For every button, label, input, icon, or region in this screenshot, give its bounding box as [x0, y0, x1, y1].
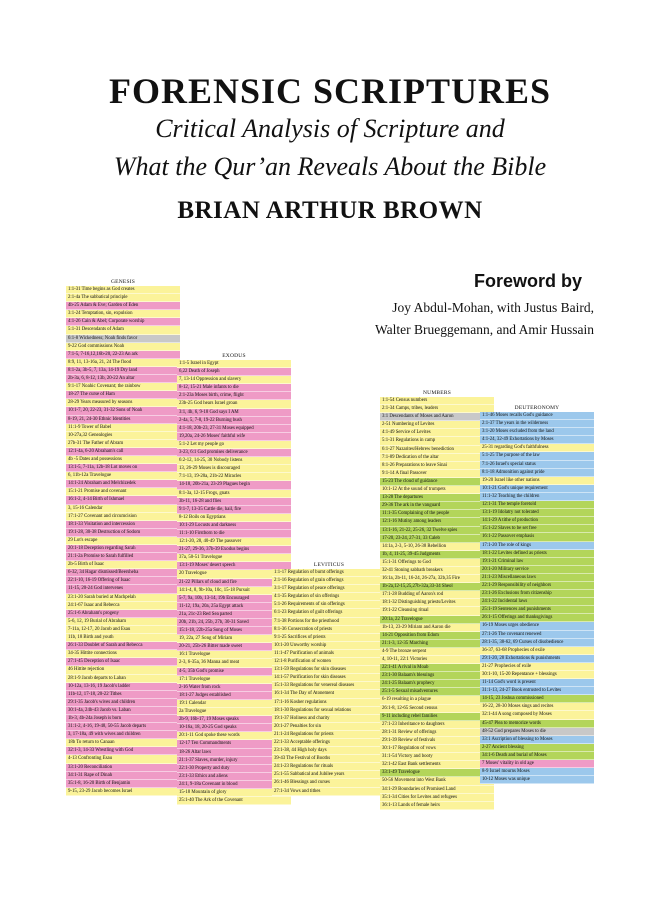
passage-row: 28:1-31 Review of offerings: [380, 729, 494, 737]
passage-row: 19:1-21 Criminal law: [480, 558, 594, 566]
author-name: BRIAN ARTHUR BROWN: [177, 197, 483, 224]
passage-row: 14:1-4, 8, 9b-10a, 10c, 15-18 Pursuit: [177, 587, 291, 595]
passage-row: 19:1-37 Holiness and charity: [272, 715, 386, 723]
passage-row: 14-15, 23 Joshua commissioned: [480, 695, 594, 703]
passage-row: 5:1-26 Requirements of sin offerings: [272, 601, 386, 609]
passage-row: 10-12 Moses was unique: [480, 776, 594, 784]
passage-row: 13:1-19 Moses' desert speech: [177, 562, 291, 570]
passage-row: 27:1-45 Deception of Isaac: [66, 658, 180, 666]
passage-row: 26:1-8, 12-65 Second census: [380, 705, 494, 713]
passage-row: 4:1-49 Service of Levites: [380, 429, 494, 437]
passage-row: 20:1a, 22 Travelogue: [380, 616, 494, 624]
passage-row: 34-35 Hittite connections: [66, 650, 180, 658]
passage-row: 9-15, 23-29 Jacob becomes Israel: [66, 788, 180, 796]
genesis-column: [66, 279, 180, 796]
passage-row: 10:1-29 Locusts and darkness: [177, 522, 291, 530]
passage-row: 25:1-40 The Ark of the Covenant: [177, 797, 291, 805]
passage-row: 21:1-2a Promise to Sarah fulfilled: [66, 553, 180, 561]
passage-row: 15:1-31 Offerings to God: [380, 559, 494, 567]
passage-row: 6,22 Death of Joseph: [177, 368, 291, 376]
passage-row: 7-11a, 12-17, 20 Jacob and Esau: [66, 626, 180, 634]
foreword-contributors-1: Joy Abdul-Mohan, with Justus Baird,: [392, 300, 594, 315]
passage-row: 13:1-16, 21-22, 25-26, 32 Twelve spies: [380, 527, 494, 535]
passage-row: 17:1-28 Budding of Aaron's rod: [380, 591, 494, 599]
passage-row: 14:1-57 Purification for skin diseases: [272, 674, 386, 682]
passage-row: 31:1-13, 24-27 Book entrusted to Levites: [480, 687, 594, 695]
passage-row: 3, 17-18a, 49 with wives and children: [66, 731, 180, 739]
passage-row: 26:1-46 Blessings and curses: [272, 779, 386, 787]
passage-row: 17:1-20 The role of kings: [480, 542, 594, 550]
passage-row: 39-43 The Festival of Booths: [272, 755, 386, 763]
passage-row: 6-32, 34 Hagar dismissed/Beersheba: [66, 569, 180, 577]
passage-row: 1b-2a,12-15,25,27b-32a,33-34 Sheol: [380, 583, 494, 591]
passage-row: 29:1-39 Review of festivals: [380, 737, 494, 745]
passage-row: 6-19 resulting in a plague: [380, 696, 494, 704]
passage-row: 4:1-35 Regulation of sin offerings: [272, 593, 386, 601]
passage-row: 21-27, 29-36, 37b-39 Exodus begins: [177, 546, 291, 554]
passage-row: 25:1-5 Sexual misadventures: [380, 688, 494, 696]
passage-row: 14-21 Opposition from Edom: [380, 632, 494, 640]
passage-row: 5-6, 12, 19 Burial of Abraham: [66, 618, 180, 626]
genesis-heading: GENESIS: [110, 279, 135, 285]
passage-row: 37a, 50-51 Travelogue: [177, 554, 291, 562]
passage-row: 18:1-27 Judges established: [177, 692, 291, 700]
passage-row: 27b-31 The Father of Abram: [66, 440, 180, 448]
passage-row: 12:1-8 Purification of women: [272, 658, 386, 666]
subtitle-line-1: Critical Analysis of Scripture and: [155, 114, 505, 143]
passage-row: 19,20a, 24-26 Moses' faithful wife: [177, 433, 291, 441]
passage-row: 12-17 Ten Commandments: [177, 740, 291, 748]
passage-row: 34:1-29 Boundaries of Promised Land: [380, 786, 494, 794]
passage-row: 7, 13-14 Oppression and slavery: [177, 376, 291, 384]
deuteronomy-column: [480, 405, 594, 784]
passage-row: 15:1-18, 22b-25a Song of Moses: [177, 627, 291, 635]
passage-row: 20-21, 25b-26 Bitter made sweet: [177, 643, 291, 651]
passage-row: 17-20, 23-24, 27-31, 33 Caleb: [380, 535, 494, 543]
passage-row: 46 Hittite rejection: [66, 666, 180, 674]
passage-row: 2b-9, 16b-17, 19 Moses speaks: [177, 716, 291, 724]
passage-row: 2:1-4a The sabbatical principle: [66, 294, 180, 302]
passage-row: 7:1-89 Dedication of the altar: [380, 454, 494, 462]
passage-row: 3-23, 6:1 God promises deliverance: [177, 449, 291, 457]
passage-row: 17:1-16 Kosher regulations: [272, 699, 386, 707]
passage-row: 8:1-26 Preparations to leave Sinai: [380, 462, 494, 470]
passage-row: 32:1-44 A song composed by Moses: [480, 711, 594, 719]
passage-row: 34:1-31 Rape of Dinah: [66, 772, 180, 780]
passage-row: 30:1-10, 15-20 Repentance + blessings: [480, 671, 594, 679]
passage-row: 5:1-2 Let my people go: [177, 441, 291, 449]
passage-row: 4:1-18, 20b-23, 27-31 Moses equipped: [177, 425, 291, 433]
passage-row: 8-12 Boils on Egyptians: [177, 514, 291, 522]
passage-row: 2-27 Ancient blessing: [480, 744, 594, 752]
passage-row: 24:1-25 Balaam's prophecy: [380, 680, 494, 688]
passage-row: 4, 10-11, 22:1 Victories: [380, 656, 494, 664]
passage-row: 18:1-32 Distinguishing priests/Levites: [380, 599, 494, 607]
passage-row: 14:1-24 Abraham and Melchizedek: [66, 480, 180, 488]
passage-row: 13:1-5, 7-11a, 12b-18 Lot moves on: [66, 464, 180, 472]
passage-row: 9:1-7, 13-35 Cattle die, hail, fire: [177, 506, 291, 514]
passage-row: 11-12, 19a, 20a, 25a Egypt attack: [177, 603, 291, 611]
passage-row: 20:1-20 Military service: [480, 566, 594, 574]
passage-row: 13-28 The departures: [380, 494, 494, 502]
passage-row: 9:1-25 Sacrifices of priests: [272, 634, 386, 642]
passage-row: 20:1-27 Penalties for sin: [272, 723, 386, 731]
passage-row: 22:1-10, 16-19 Offering of Isaac: [66, 577, 180, 585]
passage-row: 11-14 God's word is present: [480, 679, 594, 687]
passage-row: 6:1-27 Nazarites/Hebrew benediction: [380, 446, 494, 454]
passage-row: 25:1-55 Sabbatical and Jubilee years: [272, 771, 386, 779]
passage-row: 6:1-8 Wickedness; Noah finds favor: [66, 335, 180, 343]
passage-row: 28:1-9 Jacob departs to Laban: [66, 675, 180, 683]
passage-row: 10:1-12 At the sound of trumpets: [380, 486, 494, 494]
passage-row: 13:1-59 Regulations for skin diseases: [272, 666, 386, 674]
passage-row: 14-18, 20b-21a, 23-29 Plagues begin: [177, 481, 291, 489]
passage-row: 8:9, 11, 13-16a, 21, 24 The flood: [66, 359, 180, 367]
leviticus-column: [272, 562, 386, 796]
passage-row: 12:1-31 The temple foretold: [480, 501, 594, 509]
passage-row: 34:1-6 Death and burial of Moses: [480, 752, 594, 760]
passage-row: 2-4a, 5, 7-8, 19-22 Burning bush: [177, 417, 291, 425]
passage-row: 15:1-21 Promise and covenant: [66, 488, 180, 496]
passage-row: 15:1-33 Regulations for venereal diseases: [272, 682, 386, 690]
passage-row: 27:1-23 Inheritance to daughters: [380, 721, 494, 729]
passage-row: 14:1a, 2-3, 5-10, 26-38 Rebellion: [380, 543, 494, 551]
passage-row: 11:1-9 Tower of Babel: [66, 424, 180, 432]
passage-row: 36:1-13 Lands of female heirs: [380, 802, 494, 810]
passage-row: 21:1-37 Slaves, murder, injury: [177, 757, 291, 765]
passage-row: 8-9 Israel mourns Moses: [480, 768, 594, 776]
numbers-heading: NUMBERS: [423, 390, 451, 396]
passage-row: 33:1-20 Reconciliation: [66, 764, 180, 772]
passage-row: 2:1-37 The years in the wilderness: [480, 420, 594, 428]
passage-row: 17:1-27 Covenant and circumcision: [66, 513, 180, 521]
passage-row: 27:1-34 Vows and tithes: [272, 788, 386, 796]
passage-row: 3:1 Descendants of Moses and Aaron: [380, 413, 494, 421]
passage-row: 10-27a,32 Genealogies: [66, 432, 180, 440]
passage-row: 16:1-2, 4-14 Birth of Ishmael: [66, 496, 180, 504]
passage-row: 15-23 The cloud of guidance: [380, 478, 494, 486]
passage-row: 3:1-17 Regulation of peace offerings: [272, 585, 386, 593]
passage-row: 13, 26-29 Moses is discouraged: [177, 465, 291, 473]
passage-row: 26:1-15 Offerings and thanksgivings: [480, 614, 594, 622]
passage-row: 19:1-22 Cleansing ritual: [380, 607, 494, 615]
passage-row: 5:1-31 Descendants of Adam: [66, 326, 180, 334]
passage-row: 1:1-46 Moses recalls God's guidance: [480, 412, 594, 420]
passage-row: 19:1-28, 30-38 Destruction of Sodom: [66, 529, 180, 537]
passage-row: 1:1-17 Regulation of burnt offerings: [272, 569, 386, 577]
passage-row: 10-12a, 13-16, 19 Jacob's ladder: [66, 683, 180, 691]
passage-row: 2-16 Water from rock: [177, 684, 291, 692]
passage-row: 26:1-33 Doublet of Sarah and Rebecca: [66, 642, 180, 650]
passage-row: 33:1-49 Travelogue: [380, 769, 494, 777]
passage-row: 5:1-31 Regulations in camp: [380, 437, 494, 445]
passage-row: 30:1-17 Regulation of vows: [380, 745, 494, 753]
passage-row: 21-22 Pillars of cloud and fire: [177, 579, 291, 587]
passage-row: 9:1-17 Noahic Covenant; the rainbow: [66, 383, 180, 391]
passage-row: 15:1-22 Slaves to be set free: [480, 525, 594, 533]
passage-row: 22:1-41 A rival in Moab: [380, 664, 494, 672]
passage-row: 3:1, 4b, 6, 9-18 God says I AM: [177, 409, 291, 417]
passage-row: 22:1-30 Property and duty: [177, 765, 291, 773]
passage-row: 4-9 The bronze serpent: [380, 648, 494, 656]
passage-row: 2-51 Numbering of Levites: [380, 421, 494, 429]
passage-row: 24:1, 9-18a Covenant in blood: [177, 781, 291, 789]
passage-row: 7:1-26 Israel's special status: [480, 461, 594, 469]
book-title: FORENSIC SCRIPTURES: [108, 71, 552, 111]
passage-row: 24:1-22 Incidental laws: [480, 598, 594, 606]
passage-row: 1b-3, 4b-24a Joseph is born: [66, 715, 180, 723]
passage-row: 19:1 Calendar: [177, 700, 291, 708]
passage-row: 32:1-42 East Bank settlements: [380, 761, 494, 769]
passage-row: 25-31 regarding God's faithfulness: [480, 444, 594, 452]
passage-row: 3, 15-16 Calendar: [66, 505, 180, 513]
passage-row: 7:1-38 Portions for the priesthood: [272, 618, 386, 626]
passage-row: 10-16a, 18, 20-25 God speaks: [177, 724, 291, 732]
passage-row: 2b-3a, 6, 8-12, 13b, 20-22 An altar: [66, 375, 180, 383]
passage-row: 3:1-20 Moses excluded from the land: [480, 428, 594, 436]
passage-row: 32:1-3, 14-33 Wrestling with God: [66, 747, 180, 755]
passage-row: 28:1-35, 38-62, 69 Curses of disobedience: [480, 639, 594, 647]
passage-row: 1b-13, 23-29 Miriam and Aaron die: [380, 624, 494, 632]
passage-row: 19-20 Israel like other nations: [480, 477, 594, 485]
passage-row: 7:1-5, 7-16,12,16b-20, 22-23 An ark: [66, 351, 180, 359]
passage-row: 15-18 Mountain of glory: [177, 789, 291, 797]
leviticus-heading: LEVITICUS: [313, 562, 345, 568]
passage-row: 18:1-30 Regulations for sexual relations: [272, 707, 386, 715]
passage-row: 2:1-23a Moses birth, crime, flight: [177, 392, 291, 400]
passage-row: 31:1-54 Victory and booty: [380, 753, 494, 761]
passage-row: 35:1-8, 16-20 Birth of Benjamin: [66, 780, 180, 788]
passage-row: 4:1-24, 32-49 Exhortations by Moses: [480, 436, 594, 444]
passage-row: 20b, 21b, 24, 25b, 27b, 30-31 Saved: [177, 619, 291, 627]
passage-row: 21-27 Prophecies of exile: [480, 663, 594, 671]
passage-row: 11:1-35 Complaining of the people: [380, 510, 494, 518]
passage-row: 1:1-54 Census numbers: [380, 397, 494, 405]
passage-row: 18b To return to Canaan: [66, 739, 180, 747]
passage-row: 20:1-11 God spoke these words: [177, 732, 291, 740]
passage-row: 9-22 God commissions Noah: [66, 343, 180, 351]
passage-row: 11:1-32 Teaching the children: [480, 493, 594, 501]
passage-row: 10:1-7, 20, 22-23, 31-32 Sons of Noah: [66, 407, 180, 415]
passage-row: 8:1-2a, 3b-5, 7, 13a, 14-19 Dry land: [66, 367, 180, 375]
passage-row: 4b-25 Adam & Eve; Garden of Eden: [66, 302, 180, 310]
passage-row: 8:1-3a, 12-15 Frogs, gnats: [177, 490, 291, 498]
passage-row: 14:1-29 A tithe of production: [480, 517, 594, 525]
passage-row: 21:1-24 Regulations for priests: [272, 731, 386, 739]
passage-row: 25:1-19 Sentences and punishments: [480, 606, 594, 614]
passage-row: 1b, 4, 11-25, 39-45 Judgments: [380, 551, 494, 559]
passage-row: 16:1-22 Passover emphasis: [480, 533, 594, 541]
passage-row: 29 Lot's escape: [66, 537, 180, 545]
passage-row: 11b, 18 Birth and youth: [66, 634, 180, 642]
passage-row: 8-19, 21, 24-30 Ethnic Identities: [66, 416, 180, 424]
passage-row: 11-15, 20-24 God intervenes: [66, 585, 180, 593]
passage-row: 23:1-38, 44 High holy days: [272, 747, 386, 755]
passage-row: 16:1a, 2b-11, 16-24, 26-27a, 32b,35 Fire: [380, 575, 494, 583]
passage-row: 25:1-6 Abraham's progeny: [66, 610, 180, 618]
passage-row: 3b-11, 16-28 and flies: [177, 498, 291, 506]
passage-row: 17:1 Travelogue: [177, 676, 291, 684]
passage-row: 11b-12, 17-18, 20-22 Tithes: [66, 691, 180, 699]
subtitle-line-2: What the Qur’an Reveals About the Bible: [113, 152, 547, 181]
passage-row: 23:1-26 Exclusions from citizenship: [480, 590, 594, 598]
passage-row: 29-36 The ark in the vanguard: [380, 502, 494, 510]
passage-row: 1:1-5 Israel in Egypt: [177, 360, 291, 368]
passage-row: 36-37, 63-68 Prophecies of exile: [480, 647, 594, 655]
passage-row: 29:1-35 Jacob's wives and children: [66, 699, 180, 707]
passage-row: 31:1-2, 4-16, 19-48, 50-55 Jacob departs: [66, 723, 180, 731]
passage-row: 12:1-4a, 6-20 Abraham's call: [66, 448, 180, 456]
passage-row: 16:1-34 The Day of Atonement: [272, 690, 386, 698]
passage-row: 6:2-12, 14-25, 30 Nobody listens: [177, 457, 291, 465]
passage-row: 18-27 The curse of Ham: [66, 391, 180, 399]
passage-row: 6, 11b-12a Travelogue: [66, 472, 180, 480]
passage-row: 4-13 Confronting Esau: [66, 755, 180, 763]
passage-row: 23:1-20 Sarah buried at Machpelah: [66, 594, 180, 602]
passage-row: 24:1-67 Isaac and Rebecca: [66, 602, 180, 610]
passage-row: 5:1-25 The purpose of the law: [480, 452, 594, 460]
passage-row: 20:1-18 Deception regarding Sarah: [66, 545, 180, 553]
passage-row: 13:1-19 Idolatry not tolerated: [480, 509, 594, 517]
passage-row: 19, 22a, 27 Song of Miriam: [177, 635, 291, 643]
passage-row: 3:1-24 Temptation, sin, expulsion: [66, 310, 180, 318]
passage-row: 1:1-31 Time begins as God creates: [66, 286, 180, 294]
passage-row: 2a Travelogue: [177, 708, 291, 716]
passage-row: 21:1-3, 12-35 Marching: [380, 640, 494, 648]
passage-row: 48-52 God prepares Moses to die: [480, 728, 594, 736]
passage-row: 27:1-26 The covenant renewed: [480, 631, 594, 639]
passage-row: 16:1 Travelogue: [177, 651, 291, 659]
passage-row: 22:1-33 Acceptable offerings: [272, 739, 386, 747]
numbers-column: [380, 390, 494, 810]
passage-row: 4b -5 Dates and possessions: [66, 456, 180, 464]
passage-row: 10:1-21 God's unique requirement: [480, 485, 594, 493]
passage-row: 24:1-23 Regulations for rituals: [272, 763, 386, 771]
passage-row: 7 Moses' vitality in old age: [480, 760, 594, 768]
passage-row: 2:1-34 Camps, tribes, leaders: [380, 405, 494, 413]
passage-row: 11:1-10 Firstborn to die: [177, 530, 291, 538]
passage-row: 20 Travelogue: [177, 570, 291, 578]
passage-row: 6:1-23 Regulation of guilt offerings: [272, 609, 386, 617]
deuteronomy-heading: DEUTERONOMY: [514, 405, 560, 411]
passage-row: 22:1-29 Responsibility of neighbors: [480, 582, 594, 590]
passage-row: 18:1-22 Levites defined as priests: [480, 550, 594, 558]
passage-row: 7:1-13, 19-20a, 21b-22 Miracles: [177, 473, 291, 481]
passage-row: 4:1-26 Cain & Abel; Corporate worship: [66, 318, 180, 326]
passage-row: 2:1-16 Regulation of grain offerings: [272, 577, 386, 585]
passage-row: 45-47 Plea to memorize words: [480, 720, 594, 728]
passage-row: 35:1-34 Cities for Levites and refugees: [380, 794, 494, 802]
passage-row: 29:1-20, 28 Exhortations & punishments: [480, 655, 594, 663]
foreword-heading: Foreword by: [474, 271, 583, 291]
passage-row: 50-56 Movement into West Bank: [380, 777, 494, 785]
passage-row: 33:1 Ascription of blessing to Moses: [480, 736, 594, 744]
passage-row: 5-7, 9a, 10b, 13-14, 19b Encouraged: [177, 595, 291, 603]
passage-row: 2-3, 6-35a, 36 Manna and meat: [177, 659, 291, 667]
passage-row: 23:1-30 Balaam's blessings: [380, 672, 494, 680]
passage-row: 21:1-23 Miscellaneous laws: [480, 574, 594, 582]
passage-row: 8:1-18 Admonition against pride: [480, 469, 594, 477]
passage-row: 12:1-20, 28, 40-49 The passover: [177, 538, 291, 546]
passage-row: 30:1-4a, 24b-43 Jacob vs. Laban: [66, 707, 180, 715]
passage-row: 9:1-14 A final Passover: [380, 470, 494, 478]
passage-row: 16-19 Moses urges obedience: [480, 622, 594, 630]
passage-row: 9-11 including rebel families: [380, 713, 494, 721]
passage-row: 11:1-47 Purification of animals: [272, 650, 386, 658]
passage-row: 2b-5 Birth of Isaac: [66, 561, 180, 569]
passage-row: 8-12, 15-21 Male infants to die: [177, 384, 291, 392]
passage-row: 28-29 Years measured by seasons: [66, 399, 180, 407]
passage-row: 32-41 Stoning sabbath breakers: [380, 567, 494, 575]
passage-row: 23:1-33 Ethics and aliens: [177, 773, 291, 781]
exodus-heading: EXODUS: [222, 353, 246, 359]
passage-row: 16-22, 28-30 Moses sings and recites: [480, 703, 594, 711]
passage-row: 8:1-36 Consecration of priests: [272, 626, 386, 634]
passage-row: 12:1-16 Mutiny among leaders: [380, 518, 494, 526]
passage-row: 4-5, 35b God's promise: [177, 668, 291, 676]
passage-row: 23b-25 God hears Israel groan: [177, 400, 291, 408]
foreword-contributors-2: Walter Brueggemann, and Amir Hussain: [375, 322, 594, 337]
passage-row: 18:1-33 Visitation and intercession: [66, 521, 180, 529]
passage-row: 18-26 Altar laws: [177, 749, 291, 757]
passage-row: 21a, 21c-23 Red Sea parted: [177, 611, 291, 619]
passage-row: 10:1-20 Unworthy worship: [272, 642, 386, 650]
